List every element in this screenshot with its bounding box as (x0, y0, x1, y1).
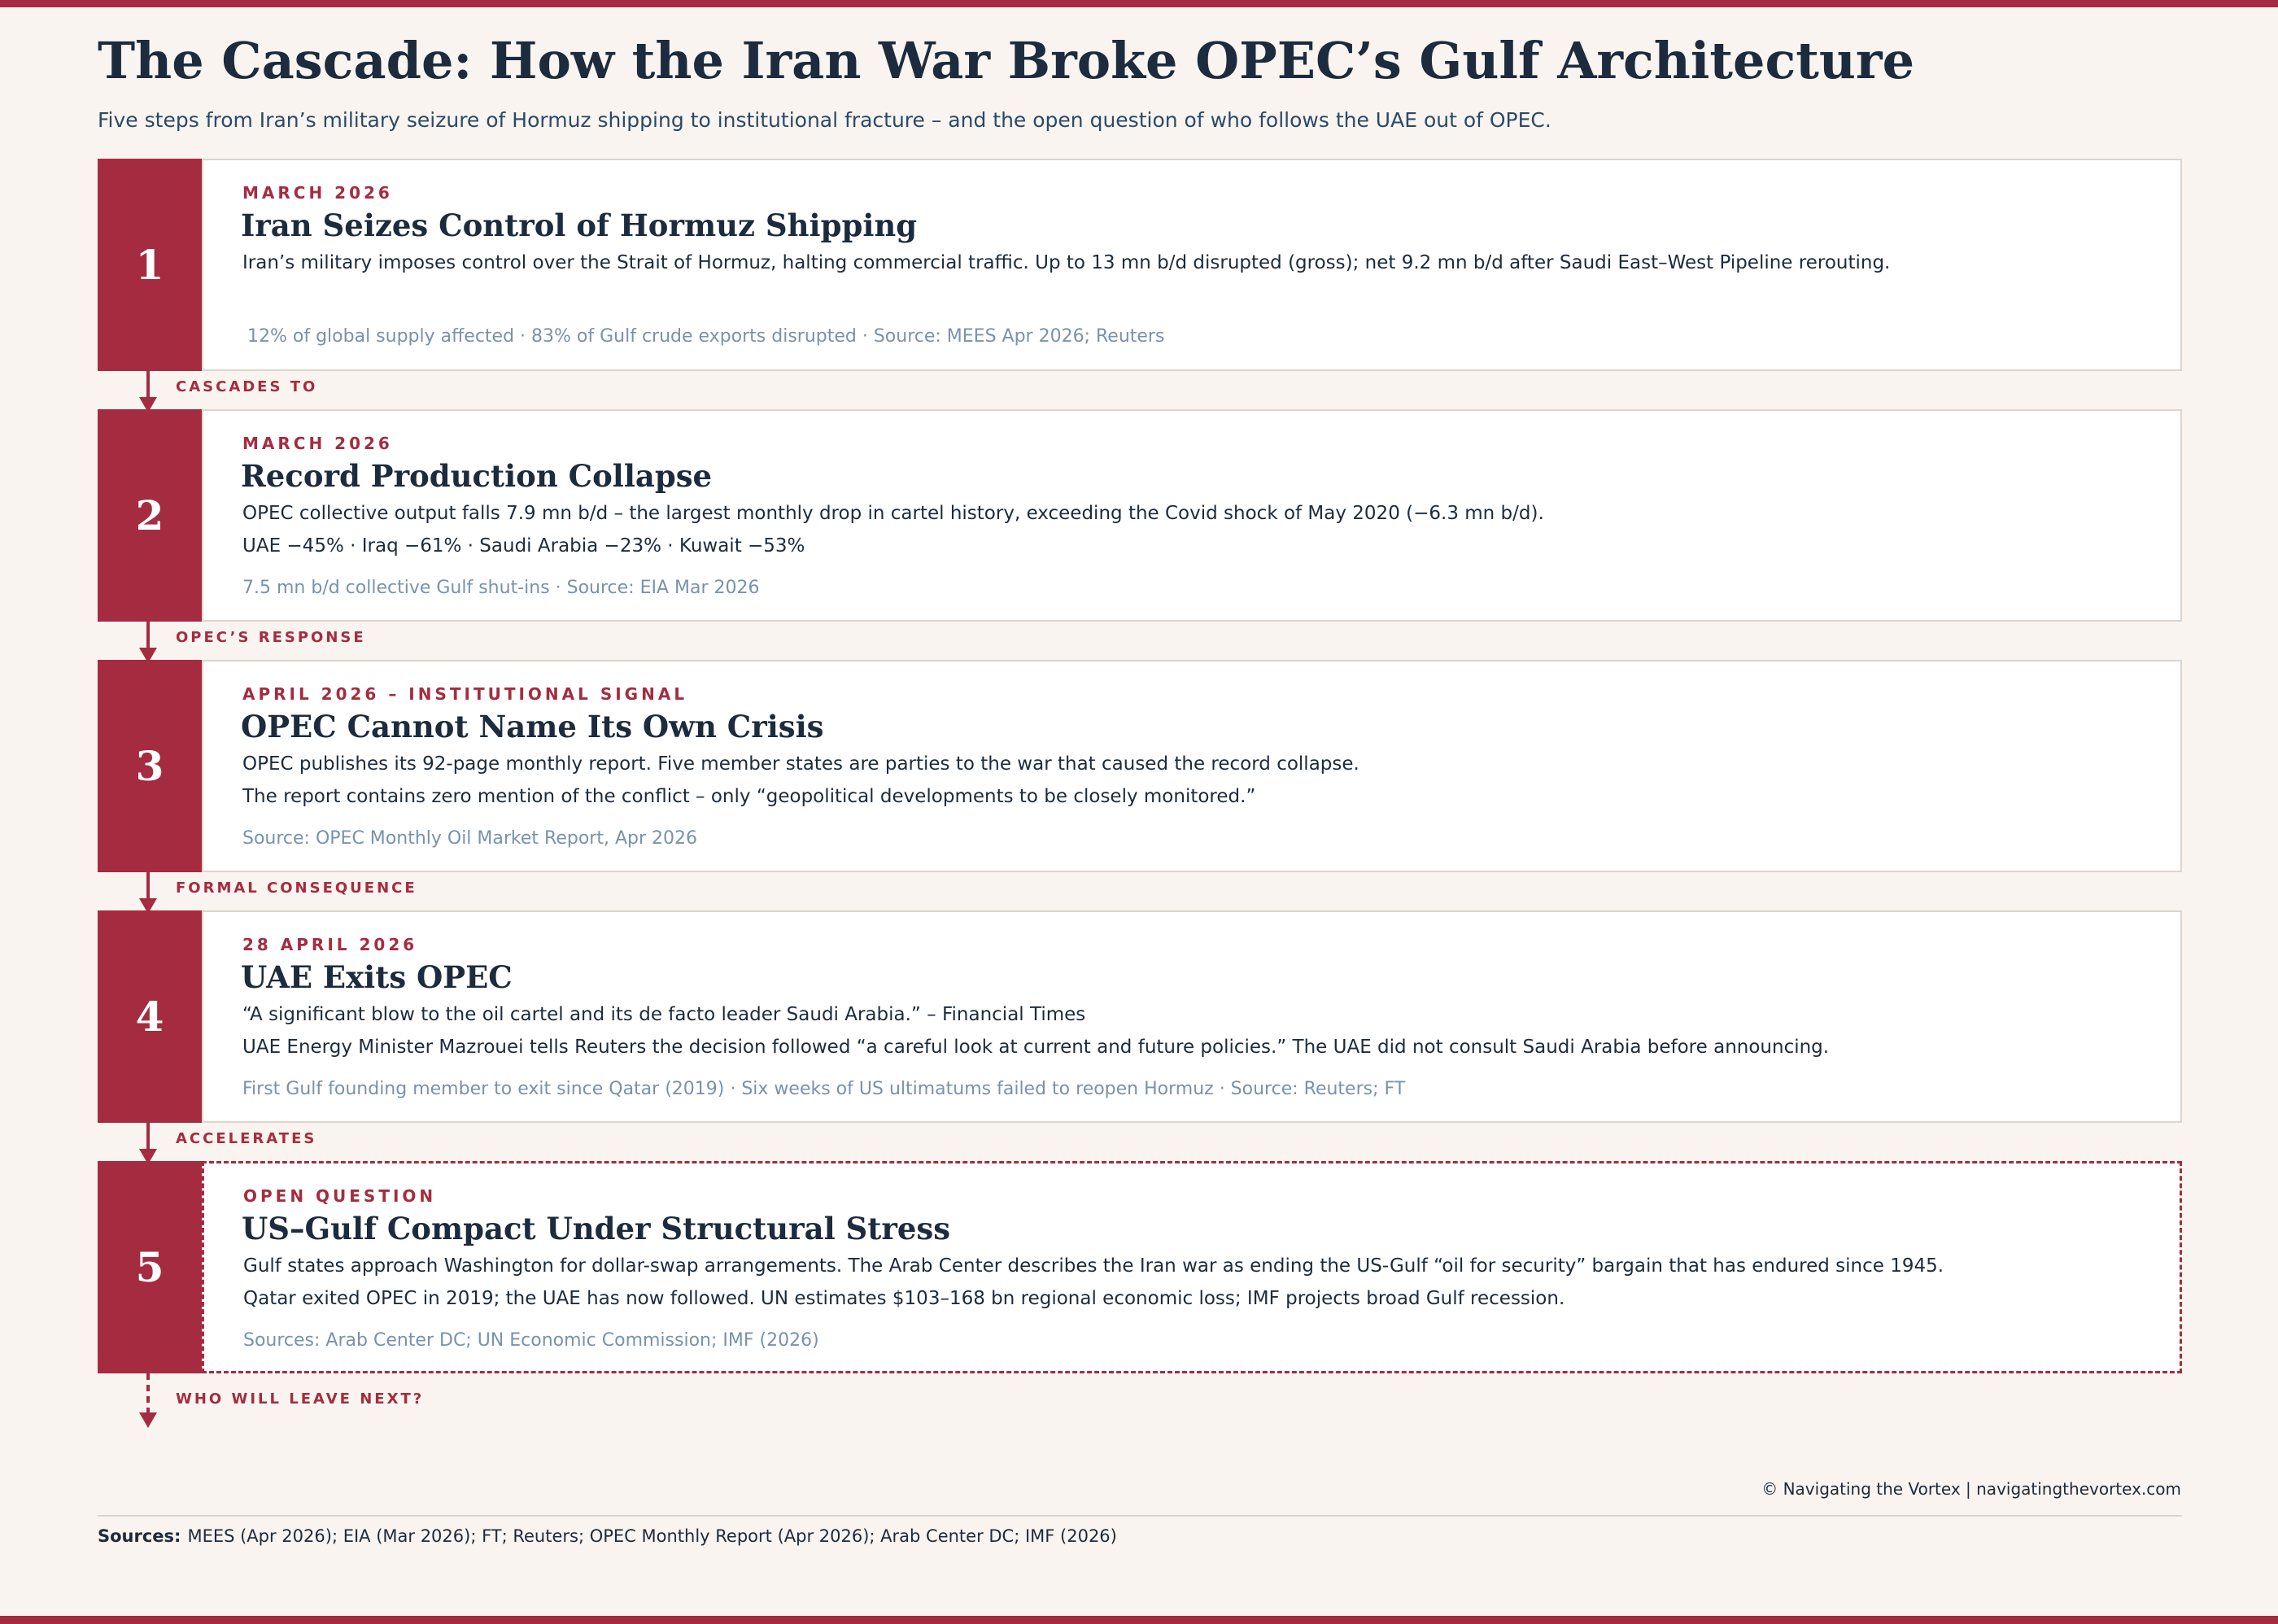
connector-label: ACCELERATES (176, 1130, 317, 1147)
step-body-line: OPEC collective output falls 7.9 mn b/d – the largest monthly drop in cartel history, exceeding the Covid shock of May 2020 (−6.3 mn b/d). (242, 503, 1544, 524)
step-number: 1 (98, 159, 202, 371)
connector-4 (143, 1123, 631, 1164)
step-body (243, 1250, 2163, 1315)
connector-line (146, 1123, 150, 1150)
connector-line-dashed (146, 1373, 150, 1412)
step-meta: First Gulf founding member to exit since Qatar (2019) · Six weeks of US ultimatums failed to reopen Hormuz · Source: Reuters; FT (242, 1079, 1406, 1099)
step-heading: US–Gulf Compact Under Structural Stress (242, 1211, 951, 1246)
step-card (202, 409, 2182, 622)
step-heading: Iran Seizes Control of Hormuz Shipping (241, 207, 918, 243)
step-date: 28 APRIL 2026 (242, 935, 418, 954)
step-4 (98, 910, 2182, 1123)
step-heading: UAE Exits OPEC (241, 959, 513, 995)
step-meta: 7.5 mn b/d collective Gulf shut-ins · Source: EIA Mar 2026 (242, 578, 760, 598)
step-5 (98, 1161, 2182, 1373)
connector-2 (143, 622, 631, 663)
arrow-down-icon (139, 1412, 157, 1428)
step-body-line: Qatar exited OPEC in 2019; the UAE has now followed. UN estimates $103–168 bn regional economic loss; IMF projects broad Gulf recession. (243, 1288, 1565, 1309)
bottom-accent-rule (0, 1616, 2278, 1624)
connector-1 (143, 371, 631, 413)
step-card (202, 159, 2182, 371)
step-date: MARCH 2026 (242, 183, 393, 203)
sources-label: Sources: (98, 1526, 181, 1546)
connector-line (146, 371, 150, 398)
connector-label: OPEC’S RESPONSE (176, 629, 366, 646)
connector-label: WHO WILL LEAVE NEXT? (176, 1390, 425, 1408)
step-body-line: Iran’s military imposes control over the Strait of Hormuz, halting commercial traffic. Up to 13 mn b/d disrupted (gross); net 9.2 mn b/d after Saudi East–West Pipeline rerouting. (242, 252, 1891, 273)
step-meta: Sources: Arab Center DC; UN Economic Commission; IMF (2026) (243, 1330, 819, 1351)
step-meta: Source: OPEC Monthly Oil Market Report, Apr 2026 (242, 828, 697, 849)
step-body-line: OPEC publishes its 92-page monthly report. Five member states are parties to the war that caused the record collapse. (242, 753, 1359, 775)
step-body-line: Gulf states approach Washington for dollar-swap arrangements. The Arab Center describes the Iran war as ending the US-Gulf “oil for security” bargain that has endured since 1945. (243, 1255, 1944, 1277)
step-card (202, 660, 2182, 872)
step-3 (98, 660, 2182, 872)
step-body (242, 748, 2162, 813)
step-number: 5 (98, 1161, 202, 1373)
step-card-open-question (202, 1161, 2182, 1373)
connector-line (146, 622, 150, 648)
step-body (242, 497, 2162, 562)
step-number: 2 (98, 409, 202, 622)
connector-3 (143, 872, 631, 914)
top-accent-rule (0, 0, 2278, 7)
connector-5 (143, 1373, 631, 1432)
connector-line (146, 872, 150, 899)
step-card (202, 910, 2182, 1123)
step-body-line: UAE −45% · Iraq −61% · Saudi Arabia −23% · Kuwait −53% (242, 535, 805, 557)
step-1 (98, 159, 2182, 371)
page-subtitle: Five steps from Iran’s military seizure of Hormuz shipping to institutional fracture – and the open question of who follows the UAE out of OPEC. (98, 108, 1551, 132)
step-number: 4 (98, 910, 202, 1123)
step-body (242, 998, 2162, 1063)
step-date: MARCH 2026 (242, 434, 393, 453)
sources-text: MEES (Apr 2026); EIA (Mar 2026); FT; Reuters; OPEC Monthly Report (Apr 2026); Arab Center DC; IMF (2026) (187, 1526, 1117, 1546)
step-date: APRIL 2026 – INSTITUTIONAL SIGNAL (242, 684, 688, 704)
step-body-line: The report contains zero mention of the conflict – only “geopolitical developments to be closely monitored.” (242, 786, 1256, 807)
step-meta: 12% of global supply affected · 83% of Gulf crude exports disrupted · Source: MEES Apr 2026; Reuters (247, 326, 1165, 347)
connector-label: FORMAL CONSEQUENCE (176, 880, 417, 897)
signature: © Navigating the Vortex | navigatingthevortex.com (1761, 1479, 2181, 1499)
step-body-line: “A significant blow to the oil cartel and its de facto leader Saudi Arabia.” – Financial Times (242, 1004, 1086, 1025)
step-body (242, 247, 2162, 279)
step-date: OPEN QUESTION (243, 1186, 437, 1206)
footer-divider (98, 1515, 2182, 1517)
page-title: The Cascade: How the Iran War Broke OPEC’s Gulf Architecture (98, 31, 1915, 90)
step-number: 3 (98, 660, 202, 872)
step-heading: OPEC Cannot Name Its Own Crisis (241, 709, 824, 744)
step-2 (98, 409, 2182, 622)
sources-line (98, 1523, 1117, 1549)
step-heading: Record Production Collapse (241, 458, 713, 494)
connector-label: CASCADES TO (176, 378, 318, 395)
step-body-line: UAE Energy Minister Mazrouei tells Reuters the decision followed “a careful look at current and future policies.” The UAE did not consult Saudi Arabia before announcing. (242, 1037, 1830, 1058)
